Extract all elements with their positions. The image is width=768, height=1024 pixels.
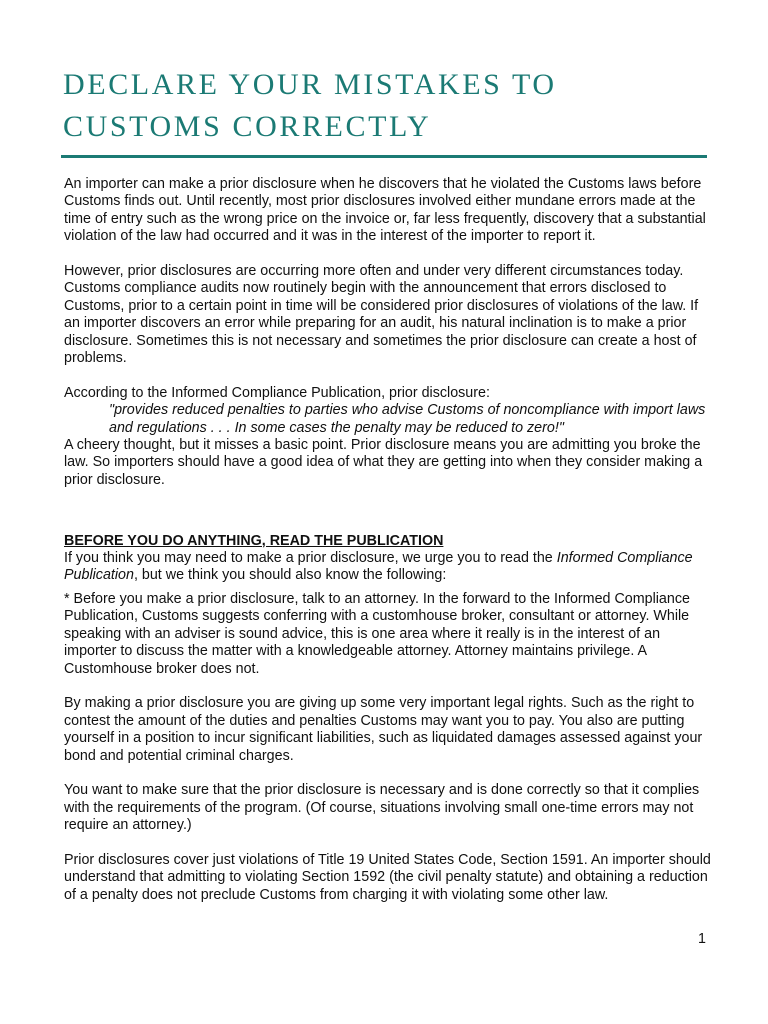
paragraph-legal-rights: By making a prior disclosure you are giving up some very important legal rights. Such as the right to contest the amount of the duties and penalties Customs may want you to pay. You also are putting yourself in a position to incur significant liabilities, such as liquidated damages assessed against your bond and potential criminal charges. [64, 695, 703, 764]
publication-name: Informed Compliance Publication [64, 550, 693, 584]
read-publication-text-2: , but we think you should also know the following: [133, 567, 447, 584]
paragraph-publication-intro: According to the Informed Compliance Publication, prior disclosure: [64, 384, 490, 401]
read-publication-text-1: If you think you may need to make a prior disclosure, we urge you to read the [64, 550, 557, 567]
paragraph-circumstances: However, prior disclosures are occurring more often and under very different circumstances today. Customs compliance audits now routinely begin with the announcement that errors disclosed to Customs, prior to a certain point in time will be considered prior disclosures of violations of the law. If an importer discovers an error while preparing for an audit, his natural inclination is to make a prior disclosure. Sometimes this is not necessary and sometimes the prior disclosure can create a host of problems. [64, 263, 699, 367]
paragraph-read-publication [64, 550, 712, 585]
title-line-1: DECLARE YOUR MISTAKES TO [63, 68, 557, 101]
section-heading: BEFORE YOU DO ANYTHING, READ THE PUBLICATION [64, 532, 444, 549]
paragraph-requirements: You want to make sure that the prior disclosure is necessary and is done correctly so that it complies with the requirements of the program. (Of course, situations involving small one-time errors may not require an attorney.) [64, 782, 700, 834]
paragraph-title-19: Prior disclosures cover just violations of Title 19 United States Code, Section 1591. An importer should understand that admitting to violating Section 1592 (the civil penalty statute) and obtaining a reduction of a penalty does not preclude Customs from charging it with violating some other law. [64, 851, 711, 903]
publication-quote: "provides reduced penalties to parties who advise Customs of noncompliance with import laws and regulations . . . In some cases the penalty may be reduced to zero!" [109, 402, 706, 436]
document-body [64, 176, 712, 922]
paragraph-intro: An importer can make a prior disclosure when he discovers that he violated the Customs laws before Customs finds out. Until recently, most prior disclosures involved either mundane errors made at the time of entry such as the wrong price on the invoice or, far less frequently, discovery that a substantial violation of the law had occurred and it was in the interest of the importer to report it. [64, 176, 706, 245]
page-number: 1 [698, 931, 706, 947]
paragraph-cheery-thought: A cheery thought, but it misses a basic point. Prior disclosure means you are admitting you broke the law. So importers should have a good idea of what they are getting into when they consider making a prior disclosure. [64, 437, 703, 488]
page-title [63, 64, 713, 148]
paragraph-talk-to-attorney: * Before you make a prior disclosure, talk to an attorney. In the forward to the Informed Compliance Publication, Customs suggests conferring with a customhouse broker, consultant or attorney. While speaking with an adviser is sound advice, this is one area where it really is in the interest of an importer to discuss the matter with a knowledgeable attorney. Attorney maintains privilege. A Customhouse broker does not. [64, 590, 690, 677]
section-spacer [64, 507, 712, 533]
title-line-2: CUSTOMS CORRECTLY [63, 110, 432, 143]
title-divider [61, 155, 707, 158]
